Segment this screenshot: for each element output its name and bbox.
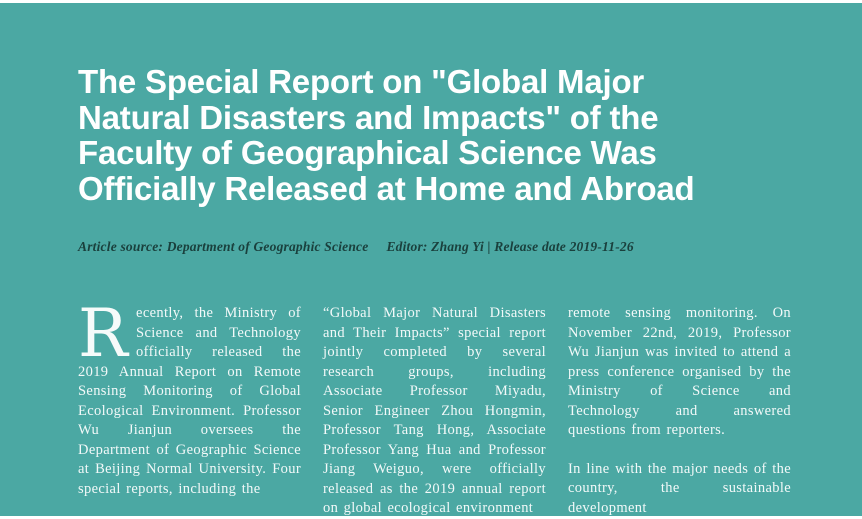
article-columns [78, 295, 791, 519]
paragraph-text: ecently, the Ministry of Science and Technology officially released the 2019 Annual Report on Remote Sensing Monitoring of Global Ecological Environment. Professor Wu Jianjun oversees the Department of Geographic Science at Beijing Normal University. Four special reports, including the [78, 305, 301, 497]
text-column-2 [323, 304, 546, 519]
drop-cap: R [78, 295, 129, 372]
title-line-2: Natural Disasters and Impacts" of the [78, 98, 659, 136]
article-byline [78, 239, 634, 255]
byline-source: Article source: Department of Geographic Science [78, 239, 369, 254]
paragraph [78, 295, 301, 499]
title-line-1: The Special Report on "Global Major [78, 63, 645, 100]
title-line-4: Officially Released at Home and Abroad [78, 169, 695, 207]
paragraph-text: remote sensing monitoring. On November 22nd, 2019, Professor Wu Jianjun was invited to attend a press conference organised by the Ministry of Science and Technology and answered questions from reporters. [568, 305, 791, 438]
text-column-3 [568, 304, 791, 519]
paragraph-text: In line with the major needs of the country, the sustainable development [568, 460, 791, 516]
text-column-1 [78, 295, 301, 519]
article-page [0, 3, 862, 516]
article-title [78, 64, 695, 206]
paragraph-text: “Global Major Natural Disasters and Their Impacts” special report jointly completed by several research groups, including Associate Professor Miyadu, Senior Engineer Zhou Hongmin, Professor Tang Hong, Associate Professor Yang Hua and Professor Jiang Weiguo, were officially released as the 2019 annual report on global ecological environment [323, 305, 546, 516]
title-line-3: Faculty of Geographical Science Was [78, 134, 657, 171]
byline-editor: Editor: Zhang Yi | Release date 2019-11-26 [386, 239, 634, 254]
